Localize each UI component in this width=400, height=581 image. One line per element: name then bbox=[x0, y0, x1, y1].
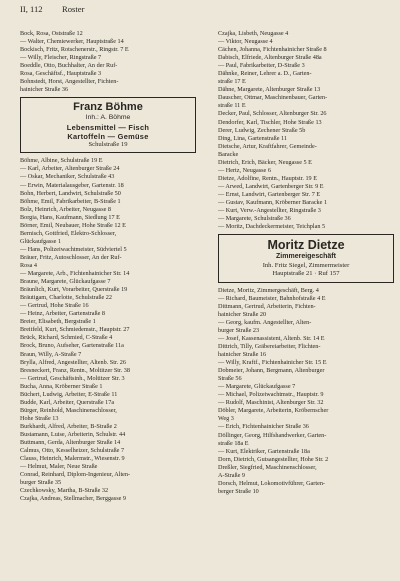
left-column bbox=[20, 30, 196, 503]
directory-entry: Dreßler, Siegfried, Maschinenschlosser, bbox=[218, 463, 317, 471]
directory-entry: — Margarete, Arb., Fichtenhainicher Str. 14 bbox=[20, 270, 130, 278]
directory-entry: — Oskar, Mechaniker, Schulstraße 43 bbox=[20, 173, 115, 181]
directory-entry: Rosa, Geschäftsf., Hauptstraße 3 bbox=[20, 70, 102, 78]
directory-entry: Bustamann, Luise, Arbeiterin, Schulstr. 44 bbox=[20, 430, 126, 438]
directory-entry: — Gertrud, Hohe Straße 16 bbox=[20, 302, 89, 310]
directory-entry: Börner, Emil, Neubauer, Hohe Straße 12 E bbox=[20, 221, 126, 229]
directory-entry: Dorn, Dietrich, Gutsangestellter, Hohe Str. 2 bbox=[218, 455, 329, 463]
ad-address: Hauptstraße 21 · Ruf 157 bbox=[272, 270, 340, 278]
left-entries-top bbox=[20, 30, 196, 94]
directory-entry: Böhme, Albine, Schulstraße 19 E bbox=[20, 157, 103, 165]
directory-entry: — Kurt, Elektriker, Gartenstraße 18a bbox=[218, 447, 310, 455]
ad-owner: Inh. Fritz Siegel, Zimmermeister bbox=[262, 261, 350, 269]
directory-entry: straße 18a E bbox=[218, 439, 249, 447]
directory-entry: — Paul, Fabrikarbeiter, D-Straße 3 bbox=[218, 62, 305, 70]
directory-entry: Straße 56 bbox=[218, 375, 242, 383]
directory-entry: — Margarete, Schulstraße 36 bbox=[218, 215, 291, 223]
advertisement-franz-boehme bbox=[20, 97, 196, 153]
directory-entry: straße 11 E bbox=[218, 102, 246, 110]
directory-entry: Dähne, Margarete, Altenburger Straße 13 bbox=[218, 86, 321, 94]
directory-entry: Bresneckert, Franz, Rentn., Moltitzer Str. 38 bbox=[20, 366, 130, 374]
directory-entry: Conrad, Reinhard, Diplom-Ingenieur, Alten- bbox=[20, 471, 131, 479]
directory-entry: Brück, Richard, Schmied, C-Straße 4 bbox=[20, 334, 113, 342]
directory-entry: Cächen, Johanna, Fichtenhainicher Straße 8 bbox=[218, 46, 327, 54]
directory-entry: Baracke bbox=[218, 150, 239, 158]
running-head: Roster bbox=[62, 4, 85, 14]
directory-entry: Büchert, Ludwig, Arbeiter, E-Straße 11 bbox=[20, 390, 118, 398]
directory-entry: Borgia, Hans, Kaufmann, Siedlung 17 E bbox=[20, 213, 120, 221]
directory-entry: Rosa 4 bbox=[20, 261, 38, 269]
directory-entry: Glückaufgasse 1 bbox=[20, 237, 62, 245]
directory-entry: — Erwin, Materialausgeber, Gartenstr. 18 bbox=[20, 181, 124, 189]
page-number: II, 112 bbox=[20, 4, 43, 14]
directory-entry: — Josef, Kassenassistent, Altenb. Str. 14 E bbox=[218, 334, 325, 342]
right-entries-bottom bbox=[218, 287, 394, 496]
directory-entry: Braune, Margarete, Glückaufgasse 7 bbox=[20, 278, 111, 286]
directory-entry: — Willy, Fleischer, Ringstraße 7 bbox=[20, 54, 102, 62]
directory-entry: Bräunlich, Kurt, Vorarbeiter, Querstraße 19 bbox=[20, 286, 128, 294]
directory-entry: — Georg, kaufm. Angestellter, Alten- bbox=[218, 318, 312, 326]
directory-entry: — Viktor, Neugasse 4 bbox=[218, 38, 273, 46]
ad-line: Lebensmittel — Fisch bbox=[66, 122, 150, 132]
directory-entry: A-Straße 9 bbox=[218, 471, 245, 479]
directory-entry: Bernisch, Gottfried, Elektro-Schlosser, bbox=[20, 229, 117, 237]
directory-entry: — Heinz, Arbeiter, Gartenstraße 8 bbox=[20, 310, 105, 318]
directory-entry: Dauscher, Ottmar, Maschinenbauer, Garten- bbox=[218, 94, 328, 102]
directory-entry: Bohn, Herbert, Landwirt, Schulstraße 50 bbox=[20, 189, 121, 197]
directory-entry: Dietze, Moritz, Zimmergeschäft, Berg. 4 bbox=[218, 286, 319, 294]
directory-entry: — Kurt, Verw.-Angestellter, Ringstraße 3 bbox=[218, 207, 321, 215]
right-column bbox=[218, 30, 394, 496]
directory-entry: — Karl, Arbeiter, Altenburger Straße 24 bbox=[20, 165, 120, 173]
directory-entry: Dabisch, Elfriede, Altenburger Straße 48a bbox=[218, 54, 322, 62]
directory-entry: Bolz, Heinrich, Arbeiter, Neugasse 8 bbox=[20, 205, 111, 213]
page-header bbox=[20, 4, 380, 18]
ad-title: Franz Böhme bbox=[73, 101, 143, 114]
directory-entry: Bock, Rosa, Oststraße 12 bbox=[20, 30, 83, 37]
directory-entry: — Helmut, Maler, Neue Straße bbox=[20, 463, 98, 471]
directory-entry: Dorsch, Helmut, Lokomotivführer, Garten- bbox=[218, 479, 325, 487]
directory-entry: — Rudolf, Maschinist, Altenburger Str. 32 bbox=[218, 399, 324, 407]
directory-entry: Bucha, Anna, Kröberner Straße 1 bbox=[20, 382, 103, 390]
directory-entry: berger Straße 10 bbox=[218, 487, 259, 495]
directory-entry: hainicher Straße 36 bbox=[20, 86, 69, 94]
directory-entry: Czechkowsky, Martha, B-Straße 32 bbox=[20, 487, 109, 495]
directory-entry: Czajka, Andreas, Stellmacher, Berggasse 9 bbox=[20, 495, 126, 503]
directory-entry: burger Straße 35 bbox=[20, 479, 62, 487]
directory-entry: Breitfeld, Kurt, Schmiedemstr., Hauptstr. 27 bbox=[20, 326, 130, 334]
directory-entry: Döllinger, Georg, Hilfshandwerker, Garten- bbox=[218, 431, 327, 439]
directory-entry: Dittrich, Tilly, Gräbereiarbeiter, Flichten- bbox=[218, 343, 321, 350]
directory-entry: Brock, Bruno, Aufseher, Gartenstraße 11a bbox=[20, 342, 124, 350]
directory-entry: — Gustav, Kaufmann, Kröberner Baracke 1 bbox=[218, 198, 328, 206]
directory-entry: Clauss, Heinrich, Malermstr., Wiesenstr. 9 bbox=[20, 455, 125, 463]
ad-owner: Inh.: A. Böhme bbox=[85, 114, 131, 122]
directory-entry: — Hertz, Neugasse 6 bbox=[218, 166, 271, 174]
directory-entry: burger Straße 23 bbox=[218, 326, 260, 334]
directory-entry: hainicher Straße 20 bbox=[218, 310, 267, 318]
directory-entry: Bräuer, Fritz, Autoschlosser, An der Ruf- bbox=[20, 253, 122, 261]
directory-entry: Böhme, Emil, Fabrikarbeiter, B-Straße 1 bbox=[20, 197, 121, 205]
directory-entry: Hohe Straße 13 bbox=[20, 414, 59, 422]
directory-entry: Burkhardt, Alfred, Arbeiter, B-Straße 2 bbox=[20, 422, 117, 430]
directory-entry: Bräutigam, Charlotte, Schulstraße 22 bbox=[20, 294, 112, 302]
directory-entry: — Richard, Baumeister, Bahnhofstraße 4 E bbox=[218, 294, 326, 302]
directory-entry: Calmus, Otto, Kesselheizer, Schulstraße 7 bbox=[20, 447, 125, 455]
directory-entry: Bockisch, Fritz, Rotschenerstr., Ringstr. 7 E bbox=[20, 46, 129, 54]
directory-entry: — Ernst, Landwirt, Gartenberger Str. 7 E bbox=[218, 190, 321, 198]
advertisement-moritz-dietze bbox=[218, 234, 394, 283]
directory-entry: — Hans, Polizeiwachtmeister, Südviertel 5 bbox=[20, 245, 127, 253]
directory-entry: Braun, Willy, A-Straße 7 bbox=[20, 350, 82, 358]
directory-entry: Dietsche, Artur, Kraftfahrer, Gemeinde- bbox=[218, 142, 317, 150]
directory-entry: Dietze, Adolfine, Rentn., Hauptstr. 19 E bbox=[218, 174, 317, 182]
directory-entry: Dittmann, Gertrud, Arbeiterin, Fichten- bbox=[218, 302, 316, 310]
directory-entry: Buttmann, Gerda, Altenburger Straße 14 bbox=[20, 439, 121, 447]
directory-entry: — Erich, Fichtenhainicher Straße 36 bbox=[218, 423, 309, 431]
directory-entry: Dähnke, Reiner, Lehrer a. D., Garten- bbox=[218, 70, 312, 78]
directory-entry: Weg 3 bbox=[218, 415, 234, 423]
directory-entry: Dietrich, Erich, Bäcker, Neugasse 5 E bbox=[218, 158, 312, 166]
directory-entry: Czajka, Lisbeth, Neugasse 4 bbox=[218, 30, 289, 37]
ad-address: Schulstraße 19 bbox=[88, 140, 128, 148]
ad-subtitle: Zimmereigeschäft bbox=[276, 253, 336, 261]
ad-line: Kartoffeln — Gemüse bbox=[67, 131, 149, 141]
directory-entry: — Arwed, Landwirt, Gartenberger Str. 9 E bbox=[218, 182, 324, 190]
directory-entry: Bohnstedt, Horst, Angestellter, Fichten- bbox=[20, 78, 119, 86]
directory-entry: Boeddle, Otto, Buchhalter, An der Ruf- bbox=[20, 62, 118, 70]
directory-entry: — Gertrud, Geschäftsinh., Moltitzer Str. 3 bbox=[20, 374, 125, 382]
directory-entry: — Willy, Kraftf., Fichtenhainicher Str. 15 E bbox=[218, 359, 327, 367]
directory-entry: — Walter, Chemiewerker, Hauptstraße 14 bbox=[20, 38, 124, 46]
directory-entry: — Margarete, Glückaufgasse 7 bbox=[218, 383, 296, 391]
directory-entry: Dobmeier, Johann, Bergmann, Altenburger bbox=[218, 367, 325, 375]
left-entries-bottom bbox=[20, 157, 196, 503]
right-entries-top bbox=[218, 30, 394, 231]
directory-entry: Bürger, Reinhold, Maschinenschlosser, bbox=[20, 406, 117, 414]
directory-entry: hainicher Straße 16 bbox=[218, 351, 267, 359]
directory-entry: Breier, Elisabeth, Bergstraße 1 bbox=[20, 318, 96, 326]
directory-entry: straße 17 E bbox=[218, 78, 246, 86]
directory-entry: — Michael, Polizeiwachtmstr., Hauptstr. 9 bbox=[218, 391, 324, 399]
directory-entry: Ding, Lina, Gartenstraße 11 bbox=[218, 134, 288, 142]
ad-title: Moritz Dietze bbox=[267, 238, 345, 253]
directory-entry: Brylla, Alfred, Angestellter, Altenb. Str. 26 bbox=[20, 358, 126, 366]
directory-entry: Decker, Paul, Schlosser, Altenburger Str. 26 bbox=[218, 110, 327, 118]
directory-entry: Derer, Ludwig, Zechener Straße 5b bbox=[218, 126, 306, 134]
directory-entry: Dendorfer, Karl, Tischler, Hohe Straße 13 bbox=[218, 118, 322, 126]
directory-entry: Budde, Karl, Arbeiter, Querstraße 17a bbox=[20, 398, 115, 406]
directory-entry: — Moritz, Dachdeckermeister, Teichplan 5 bbox=[218, 223, 326, 231]
directory-entry: Döbler, Margarete, Arbeiterin, Kröbernscher bbox=[218, 407, 329, 415]
